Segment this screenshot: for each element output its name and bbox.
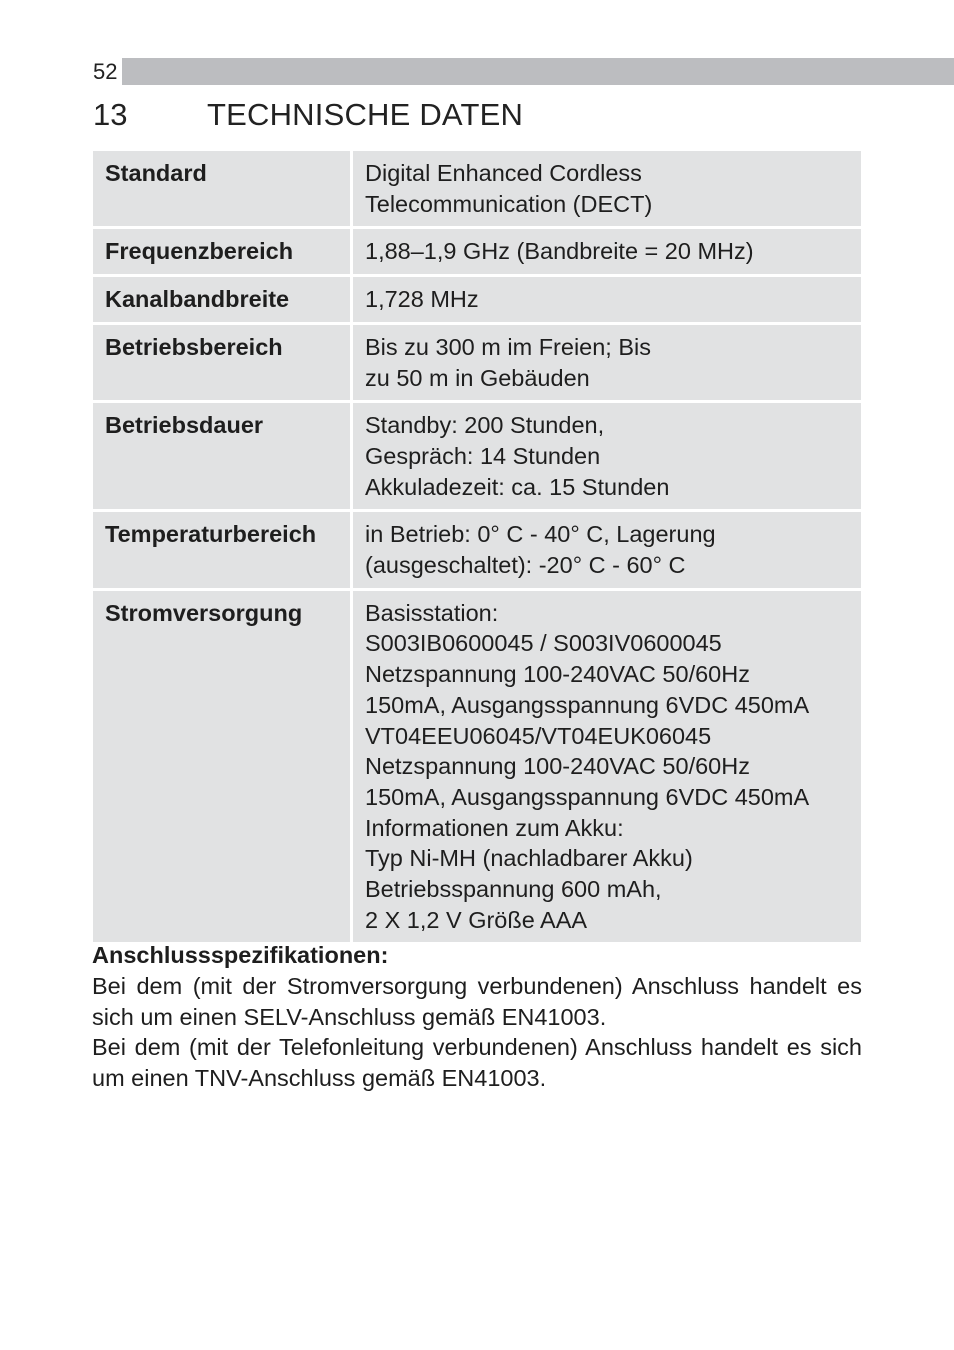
chapter-title: TECHNISCHE DATEN <box>207 97 524 132</box>
spec-label: Kanalbandbreite <box>93 277 353 325</box>
spec-row <box>93 403 861 512</box>
connection-paragraph-selv: Bei dem (mit der Stromversorgung verbundenen) Anschluss handelt es sich um einen SELV-Anschluss gemäß EN41003. <box>92 972 862 1030</box>
spec-value: 1,88–1,9 GHz (Bandbreite = 20 MHz) <box>353 229 861 277</box>
spec-label: Stromversorgung <box>93 591 353 946</box>
spec-value: 1,728 MHz <box>353 277 861 325</box>
spec-label: Frequenzbereich <box>93 229 353 277</box>
spec-row <box>93 325 861 403</box>
connection-heading: Anschlussspezifikationen: <box>92 942 389 968</box>
spec-row <box>93 229 861 277</box>
spec-row <box>93 512 861 590</box>
spec-value: Basisstation: S003IB0600045 / S003IV0600045 Netzspannung 100-240VAC 50/60Hz 150mA, Ausgangsspannung 6VDC 450mA VT04EEU06045/VT04EUK06045 Netzspannung 100-240VAC 50/60Hz 150mA, Ausgangsspannung 6VDC 450mA Informationen zum Akku: Typ Ni-MH (nachladbarer Akku) Betriebsspannung 600 mAh, 2 X 1,2 V Größe AAA <box>353 591 861 946</box>
page-number: 52 <box>93 59 118 84</box>
spec-value: Bis zu 300 m im Freien; Bis zu 50 m in Gebäuden <box>353 325 861 403</box>
spec-label: Standard <box>93 151 353 229</box>
spec-table <box>93 151 861 945</box>
spec-row <box>93 277 861 325</box>
connection-notes <box>92 940 862 1094</box>
spec-value: Standby: 200 Stunden, Gespräch: 14 Stunden Akkuladezeit: ca. 15 Stunden <box>353 403 861 512</box>
spec-value: Digital Enhanced Cordless Telecommunication (DECT) <box>353 151 861 229</box>
chapter-number: 13 <box>93 97 128 132</box>
spec-label: Temperaturbereich <box>93 512 353 590</box>
spec-label: Betriebsbereich <box>93 325 353 403</box>
spec-row <box>93 151 861 229</box>
connection-paragraph-tnv: Bei dem (mit der Telefonleitung verbundenen) Anschluss handelt es sich um einen TNV-Anschluss gemäß EN41003. <box>92 1034 862 1092</box>
spec-row <box>93 591 861 946</box>
header-bar <box>122 58 954 85</box>
spec-value: in Betrieb: 0° C - 40° C, Lagerung (ausgeschaltet): -20° C - 60° C <box>353 512 861 590</box>
spec-label: Betriebsdauer <box>93 403 353 512</box>
